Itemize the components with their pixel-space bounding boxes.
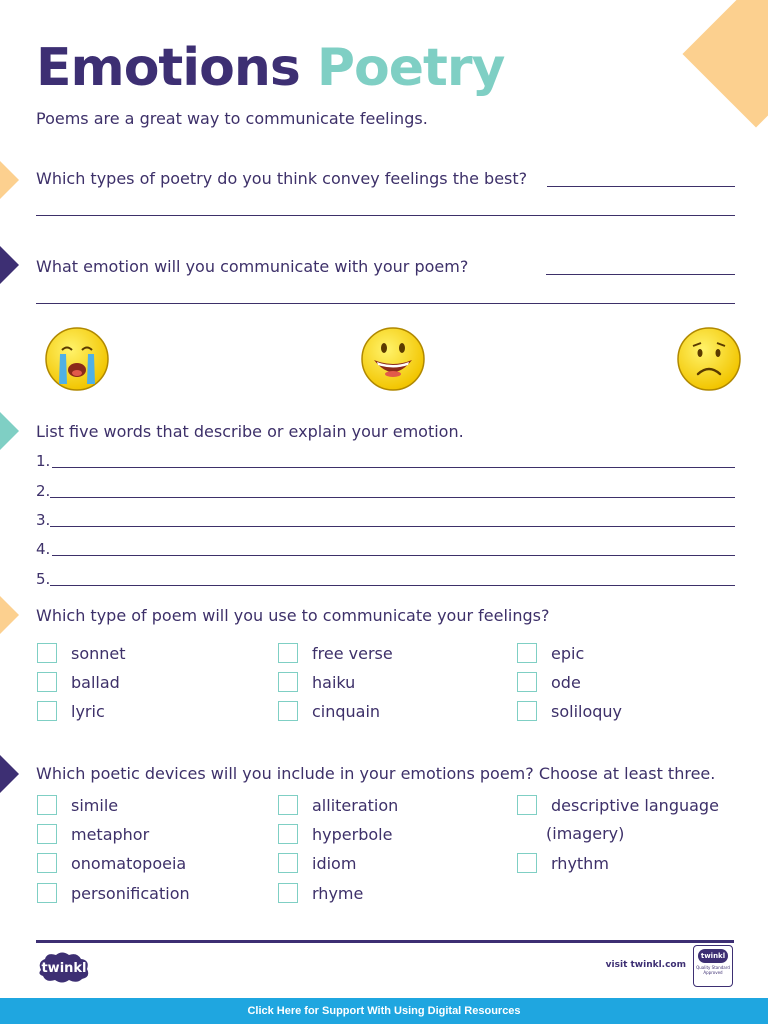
option-label: personification bbox=[71, 883, 190, 903]
answer-line[interactable] bbox=[50, 497, 735, 498]
checkbox-box[interactable] bbox=[517, 643, 537, 663]
answer-line[interactable] bbox=[546, 274, 735, 275]
option-label: idiom bbox=[312, 853, 357, 873]
checkbox-box[interactable] bbox=[278, 795, 298, 815]
checkbox-metaphor[interactable] bbox=[37, 824, 149, 844]
answer-line[interactable] bbox=[52, 555, 735, 556]
badge-brand: twinkl bbox=[698, 949, 728, 963]
question-poem-type: Which type of poem will you use to communicate your feelings? bbox=[36, 606, 550, 625]
badge-text: Quality Standard Approved bbox=[696, 965, 730, 975]
checkbox-box[interactable] bbox=[37, 643, 57, 663]
question-emotion: What emotion will you communicate with your poem? bbox=[36, 257, 469, 276]
section-marker-navy bbox=[0, 246, 19, 284]
checkbox-cinquain[interactable] bbox=[278, 701, 380, 721]
checkbox-box[interactable] bbox=[278, 672, 298, 692]
checkbox-box[interactable] bbox=[517, 853, 537, 873]
checkbox-box[interactable] bbox=[517, 701, 537, 721]
quality-badge bbox=[693, 945, 733, 987]
option-label: hyperbole bbox=[312, 824, 393, 844]
answer-line[interactable] bbox=[36, 215, 735, 216]
checkbox-box[interactable] bbox=[37, 672, 57, 692]
checkbox-box[interactable] bbox=[517, 672, 537, 692]
checkbox-box[interactable] bbox=[278, 853, 298, 873]
option-label: epic bbox=[551, 643, 585, 663]
option-label: descriptive language bbox=[551, 795, 719, 815]
option-label: sonnet bbox=[71, 643, 126, 663]
checkbox-lyric[interactable] bbox=[37, 701, 105, 721]
checkbox-free-verse[interactable] bbox=[278, 643, 393, 663]
checkbox-ode[interactable] bbox=[517, 672, 581, 692]
option-label: metaphor bbox=[71, 824, 150, 844]
option-label: alliteration bbox=[312, 795, 399, 815]
question-poetic-devices: Which poetic devices will you include in your emotions poem? Choose at least three. bbox=[36, 764, 716, 783]
checkbox-descriptive-language[interactable] bbox=[517, 795, 719, 815]
checkbox-epic[interactable] bbox=[517, 643, 584, 663]
option-label: soliloquy bbox=[551, 701, 623, 721]
checkbox-hyperbole[interactable] bbox=[278, 824, 392, 844]
page-subtitle: Poems are a great way to communicate feelings. bbox=[36, 109, 428, 128]
option-label-continued: (imagery) bbox=[546, 824, 625, 843]
checkbox-personification[interactable] bbox=[37, 883, 190, 903]
section-marker-peach bbox=[0, 161, 19, 199]
checkbox-box[interactable] bbox=[278, 701, 298, 721]
option-label: ode bbox=[551, 672, 581, 692]
title-word-emotions: Emotions bbox=[36, 38, 300, 98]
sad-face-icon bbox=[676, 326, 742, 392]
checkbox-box[interactable] bbox=[278, 824, 298, 844]
section-marker-navy bbox=[0, 755, 19, 793]
question-poetry-types: Which types of poetry do you think convey feelings the best? bbox=[36, 169, 528, 188]
answer-line[interactable] bbox=[36, 303, 735, 304]
checkbox-box[interactable] bbox=[37, 824, 57, 844]
checkbox-box[interactable] bbox=[37, 795, 57, 815]
checkbox-onomatopoeia[interactable] bbox=[37, 853, 186, 873]
list-number: 5. bbox=[36, 570, 51, 588]
checkbox-idiom[interactable] bbox=[278, 853, 356, 873]
checkbox-simile[interactable] bbox=[37, 795, 118, 815]
checkbox-box[interactable] bbox=[37, 883, 57, 903]
footer-divider bbox=[36, 940, 734, 943]
section-marker-teal bbox=[0, 412, 19, 450]
crying-face-icon bbox=[44, 326, 110, 392]
page-title bbox=[36, 30, 504, 106]
checkbox-box[interactable] bbox=[278, 883, 298, 903]
answer-line[interactable] bbox=[50, 526, 735, 527]
checkbox-rhythm[interactable] bbox=[517, 853, 609, 873]
checkbox-box[interactable] bbox=[37, 701, 57, 721]
checkbox-box[interactable] bbox=[517, 795, 537, 815]
option-label: free verse bbox=[312, 643, 393, 663]
support-link-banner[interactable]: Click Here for Support With Using Digital Resources bbox=[0, 998, 768, 1024]
option-label: simile bbox=[71, 795, 119, 815]
answer-line[interactable] bbox=[547, 186, 735, 187]
list-number: 3. bbox=[36, 511, 51, 529]
checkbox-alliteration[interactable] bbox=[278, 795, 398, 815]
option-label: ballad bbox=[71, 672, 120, 692]
option-label: lyric bbox=[71, 701, 105, 721]
checkbox-ballad[interactable] bbox=[37, 672, 120, 692]
option-label: haiku bbox=[312, 672, 356, 692]
checkbox-haiku[interactable] bbox=[278, 672, 355, 692]
list-number: 1. bbox=[36, 452, 51, 470]
list-number: 4. bbox=[36, 540, 51, 558]
checkbox-box[interactable] bbox=[37, 853, 57, 873]
section-marker-peach bbox=[0, 596, 19, 634]
checkbox-box[interactable] bbox=[278, 643, 298, 663]
corner-decoration bbox=[682, 0, 768, 128]
option-label: cinquain bbox=[312, 701, 381, 721]
list-number: 2. bbox=[36, 482, 51, 500]
answer-line[interactable] bbox=[52, 467, 735, 468]
option-label: rhythm bbox=[551, 853, 609, 873]
checkbox-rhyme[interactable] bbox=[278, 883, 363, 903]
twinkl-logo bbox=[35, 950, 93, 984]
option-label: rhyme bbox=[312, 883, 364, 903]
option-label: onomatopoeia bbox=[71, 853, 187, 873]
answer-line[interactable] bbox=[50, 585, 735, 586]
checkbox-sonnet[interactable] bbox=[37, 643, 126, 663]
question-five-words: List five words that describe or explain your emotion. bbox=[36, 422, 464, 441]
title-word-poetry: Poetry bbox=[316, 38, 505, 98]
logo-text: twinkl bbox=[41, 961, 87, 976]
visit-link[interactable]: visit twinkl.com bbox=[605, 960, 686, 970]
grinning-face-icon bbox=[360, 326, 426, 392]
checkbox-soliloquy[interactable] bbox=[517, 701, 622, 721]
